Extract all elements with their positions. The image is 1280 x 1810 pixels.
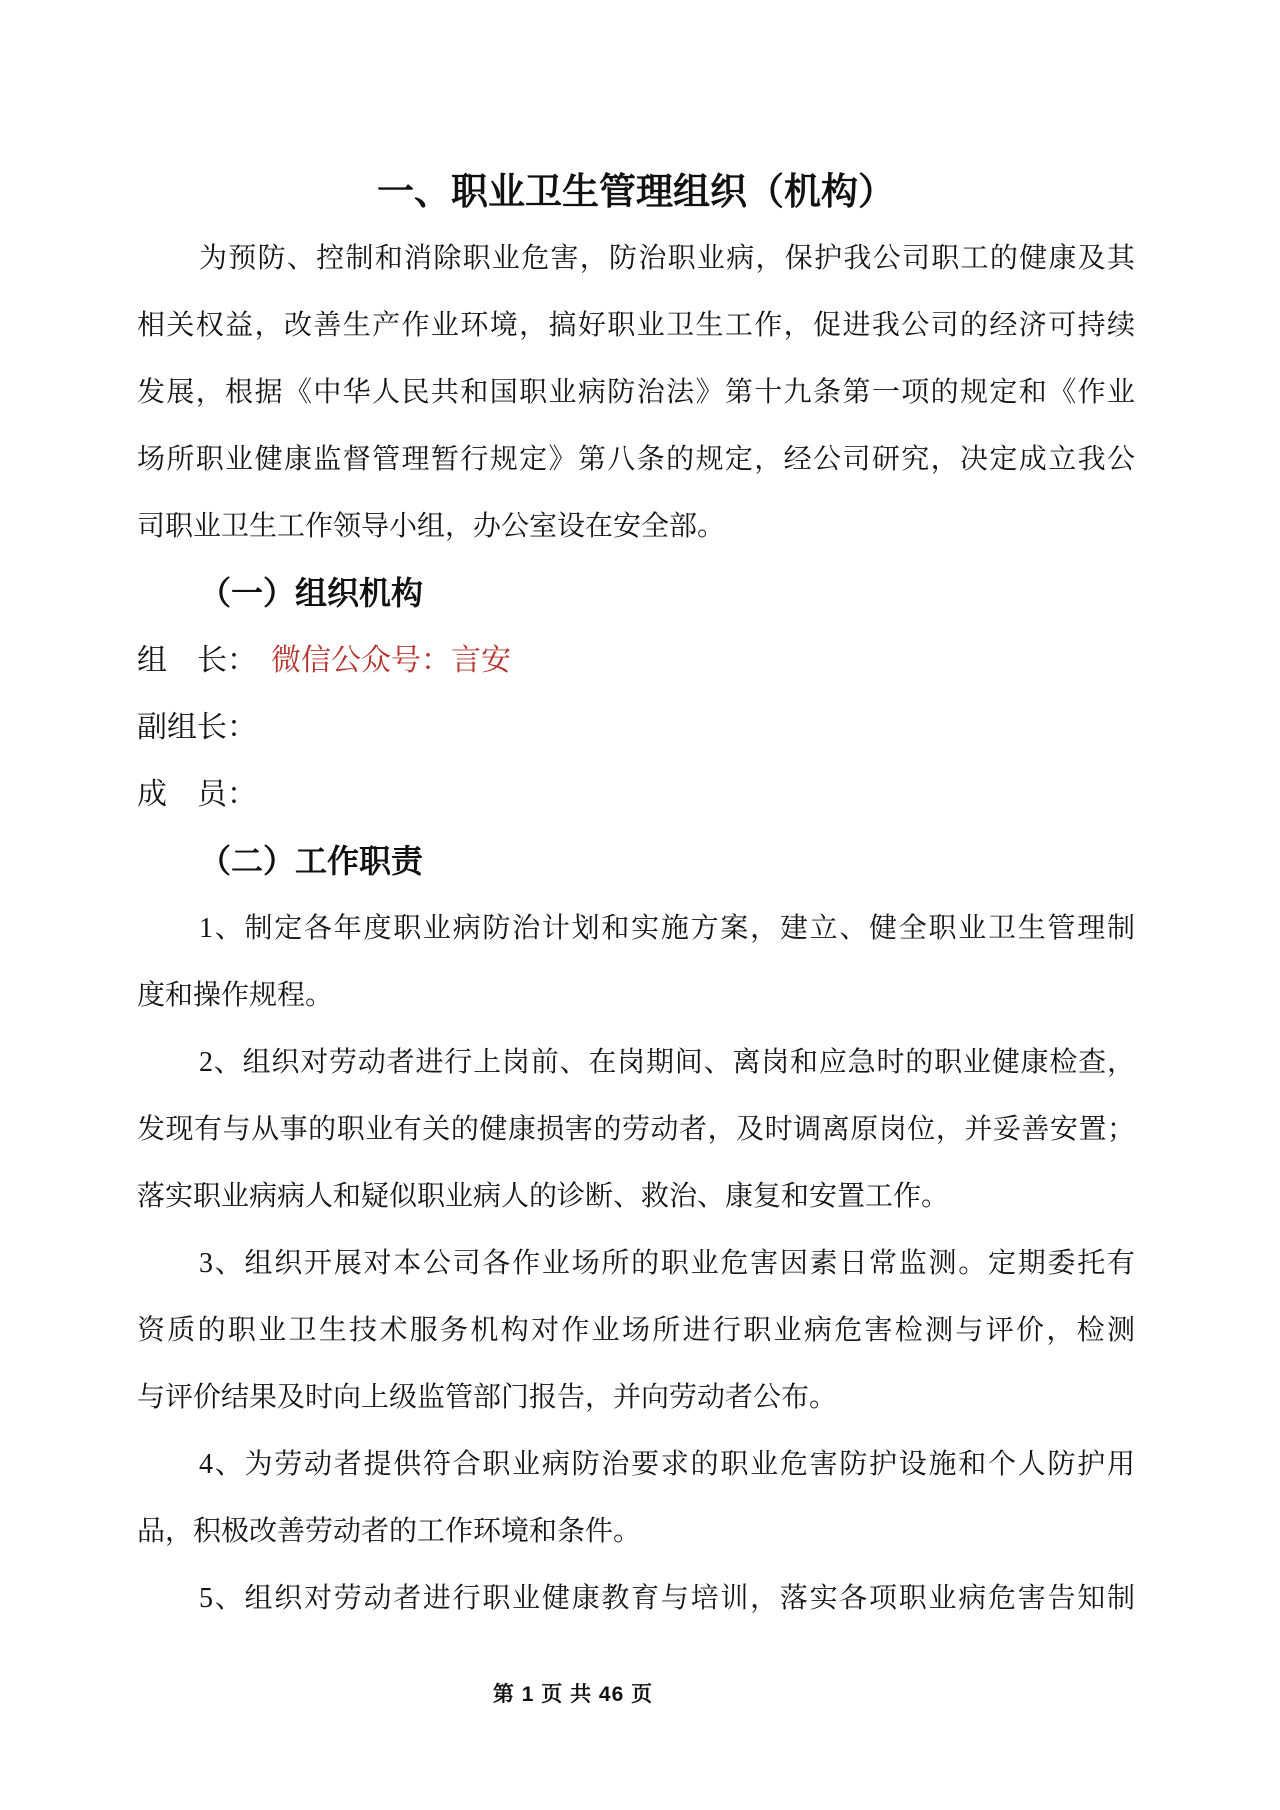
duty-paragraph-4-line: 品，积极改善劳动者的工作环境和条件。 bbox=[137, 1516, 642, 1547]
member-line-deputy-leader-label: 副组长： bbox=[137, 711, 257, 744]
document-body bbox=[137, 158, 1135, 1632]
member-line-deputy-leader bbox=[137, 694, 1135, 761]
document-title: 一、职业卫生管理组织（机构） bbox=[377, 171, 895, 212]
duty-paragraph-5-line: 5、组织对劳动者进行职业健康教育与培训，落实各项职业病危害告知制 bbox=[199, 1583, 1135, 1614]
duty-paragraph-1-line: 1、制定各年度职业病防治计划和实施方案，建立、健全职业卫生管理制 bbox=[199, 913, 1135, 944]
intro-paragraph-line: 为预防、控制和消除职业危害，防治职业病，保护我公司职工的健康及其 bbox=[199, 243, 1135, 274]
duty-paragraph-3-line: 与评价结果及时向上级监管部门报告，并向劳动者公布。 bbox=[137, 1382, 838, 1413]
member-line-leader-value: 微信公众号：言安 bbox=[271, 644, 511, 677]
duty-paragraph-4-line: 4、为劳动者提供符合职业病防治要求的职业危害防护设施和个人防护用 bbox=[199, 1449, 1135, 1480]
intro-paragraph-line: 发展，根据《中华人民共和国职业病防治法》第十九条第一项的规定和《作业 bbox=[137, 377, 1135, 408]
member-line-leader-label: 组 长： bbox=[137, 644, 257, 677]
intro-paragraph-line: 相关权益，改善生产作业环境，搞好职业卫生工作，促进我公司的经济可持续 bbox=[137, 310, 1135, 341]
intro-paragraph-line: 场所职业健康监督管理暂行规定》第八条的规定，经公司研究，决定成立我公 bbox=[137, 444, 1135, 475]
duty-paragraph-2-line: 发现有与从事的职业有关的健康损害的劳动者，及时调离原岗位，并妥善安置； bbox=[137, 1114, 1135, 1145]
member-line-leader bbox=[137, 627, 1135, 694]
duty-paragraph-2-line: 2、组织对劳动者进行上岗前、在岗期间、离岗和应急时的职业健康检查， bbox=[199, 1047, 1135, 1078]
duty-paragraph-1-line: 度和操作规程。 bbox=[137, 980, 334, 1011]
duty-paragraph-2-line: 落实职业病病人和疑似职业病人的诊断、救治、康复和安置工作。 bbox=[137, 1181, 950, 1212]
section-heading-organization: （一）组织机构 bbox=[199, 575, 424, 611]
intro-paragraph-line: 司职业卫生工作领导小组，办公室设在安全部。 bbox=[137, 511, 726, 542]
duty-paragraph-3-line: 3、组织开展对本公司各作业场所的职业危害因素日常监测。定期委托有 bbox=[199, 1248, 1135, 1279]
section-heading-duties: （二）工作职责 bbox=[199, 843, 424, 879]
page-number-footer: 第 1 页 共 46 页 bbox=[492, 1683, 654, 1706]
member-line-members-label: 成 员： bbox=[137, 778, 257, 811]
member-line-members bbox=[137, 761, 1135, 828]
duty-paragraph-3-line: 资质的职业卫生技术服务机构对作业场所进行职业病危害检测与评价，检测 bbox=[137, 1315, 1135, 1346]
